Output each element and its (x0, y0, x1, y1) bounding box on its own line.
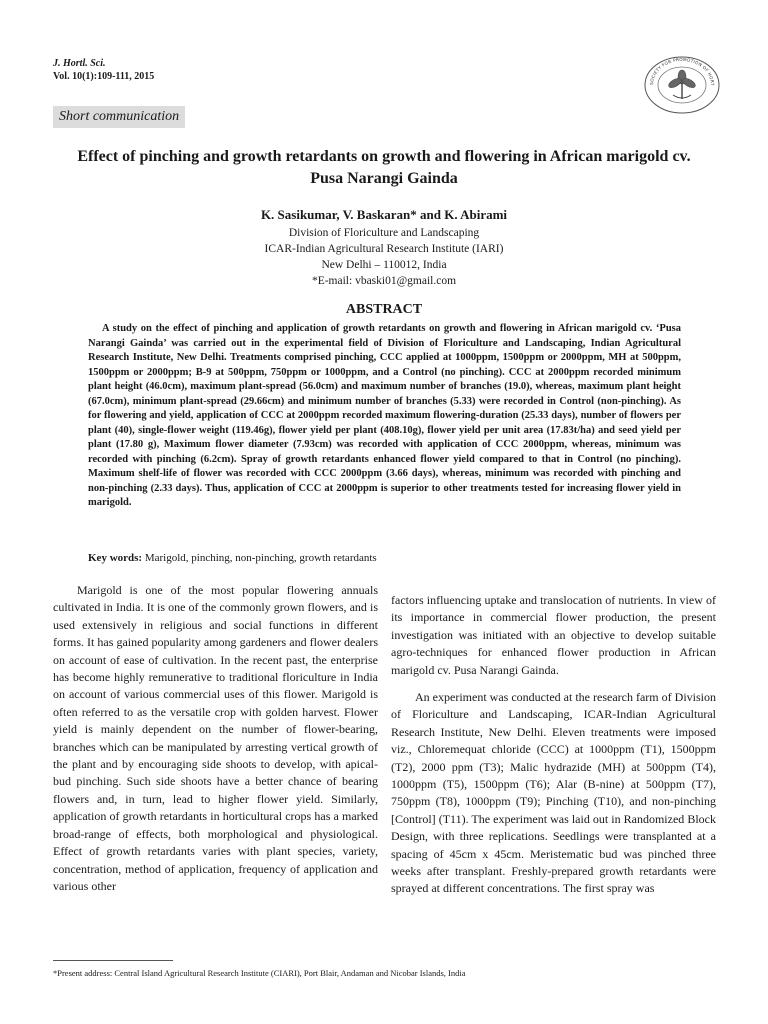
affiliation-division: Division of Floriculture and Landscaping (288, 227, 480, 239)
body-paragraph-objective: factors influencing uptake and translocation of nutrients. In view of its importance in commercial flower production, the present investigation was initiated with an objective to develop suitable agro-techniques for enhanced flower production in African marigold cv. Pusa Narangi Gainda. (391, 593, 716, 677)
paper-title: Effect of pinching and growth retardants on growth and flowering in African marigold cv. Pusa Narangi Gainda (77, 148, 691, 187)
keywords-text: Marigold, pinching, non-pinching, growth retardants (144, 552, 377, 564)
journal-name: J. Hortl. Sci. (53, 58, 106, 69)
affiliation-institute: ICAR-Indian Agricultural Research Institute (IARI) (264, 243, 504, 255)
abstract-text: A study on the effect of pinching and application of growth retardants on growth and flowering in African marigold cv. ‘Pusa Narangi Gainda’ was carried out in the experimental field of Division of Floriculture and Landscaping, Indian Agricultural Research Institute, New Delhi. Treatments comprised pinching, CCC applied at 1000ppm, 1500ppm or 2000ppm, MH at 500ppm, 1500ppm or 2000ppm; B-9 at 500ppm, 750ppm or 1000ppm, and a Control (no pinching). CCC at 2000ppm recorded minimum plant height (46.0cm), maximum plant-spread (56.0cm) and maximum number of branches (19.0), whereas, maximum plant height (67.0cm), minimum plant-spread (29.66cm) and minimum number of branches (5.33) were recorded in Control (non-pinching). As for flowering and yield, application of CCC at 2000ppm recorded maximum flowering-duration (25.33 days), number of flowers per plant (40), single-flower weight (119.46g), flower yield per plant (408.10g), flower yield per unit area (17.83t/ha) and seed yield per plant (17.80 g), Maximum flower diameter (7.93cm) was recorded with application of CCC 2000ppm, whereas, minimum was recorded with pinching (6.2cm). Spray of growth retardants enhanced flower yield compared to that in Control (no pinching). Maximum shelf-life of flower was recorded with CCC 2000ppm (3.66 days), whereas, minimum was recorded with pinching and non-pinching (2.33 days). Thus, application of CCC at 2000ppm is superior to other treatments tested for increasing flower yield in marigold. (88, 323, 681, 508)
keywords-label: Key words: (88, 552, 143, 564)
author-list: K. Sasikumar, V. Baskaran* and K. Abirami (260, 207, 508, 222)
affiliation-location: New Delhi – 110012, India (321, 259, 447, 271)
body-paragraph-methods: An experiment was conducted at the research farm of Division of Floriculture and Landscaping, ICAR-Indian Agricultural Research Institute, New Delhi. Eleven treatments were imposed viz., Chloremequat chloride (CCC) at 1000ppm (T1), 1500ppm (T2), 2000 ppm (T3); Malic hydrazide (MH) at 500ppm (T4), 1000ppm (T5), 1500ppm (T6); Alar (B-nine) at 500ppm (T7), 750ppm (T8), 1000ppm (T9); Pinching (T10), and non-pinching [Control] (T11). The experiment was laid out in Randomized Block Design, with three replications. Seedlings were transplanted at a spacing of 45cm x 45cm. Meristematic bud was pinched three weeks after transplant. Freshly-prepared growth retardants were sprayed at different concentrations. The first spray was (391, 690, 716, 896)
keywords (88, 551, 681, 566)
journal-volume: Vol. 10(1):109-111, 2015 (53, 71, 155, 82)
abstract-heading: ABSTRACT (345, 302, 423, 317)
journal-citation (53, 57, 154, 83)
section-tag: Short communication (53, 106, 185, 128)
logo-text: SOCIETY FOR PROMOTION OF HORT (648, 56, 716, 86)
body-paragraph-intro: Marigold is one of the most popular flowering annuals cultivated in India. It is one of the commonly grown flowers, and is used extensively in religious and social functions in different forms. It has gained popularity among gardeners and flower dealers on account of ease of cultivation. In the recent past, the enterprise has become highly remunerative to traditional floriculture in India on account of various commercial uses of this flower. Marigold is often referred to as the versatile crop with golden harvest. Flower yield is mainly dependent on the number of flower-bearing, branches which can be manipulated by arresting vertical growth of the plant and by encouraging side shoots to develop, with apical-bud pinching. Such side shoots have a better chance of bearing flowers and, in turn, lead to higher flower yield. Similarly, application of growth retardants in horticultural crops has a marked broad-range of effects, both morphological and physiological. Effect of growth retardants varies with plant species, variety, concentration, method of application, frequency of application and various other (53, 583, 378, 893)
footnote-divider (53, 960, 173, 961)
corresponding-email: *E-mail: vbaski01@gmail.com (311, 275, 457, 287)
society-seal-logo (643, 55, 721, 115)
footnote: *Present address: Central Island Agricultural Research Institute (CIARI), Port Blair, Andaman and Nicobar Islands, India (53, 968, 466, 978)
